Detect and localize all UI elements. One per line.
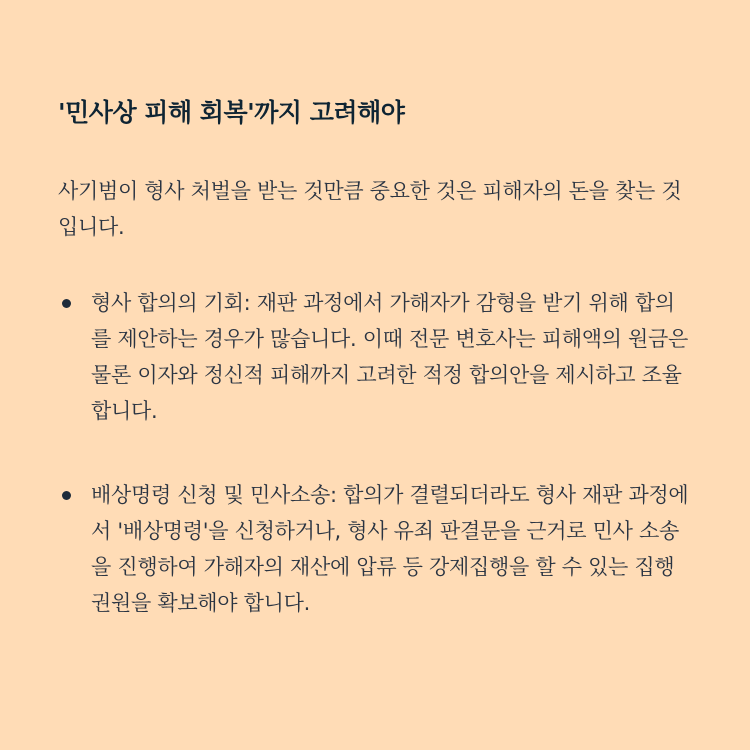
list-item-text: 배상명령 신청 및 민사소송: 합의가 결렬되더라도 형사 재판 과정에서 '배상명령'을 신청하거나, 형사 유죄 판결문을 근거로 민사 소송을 진행하여 가해자의 재산에 압류 등 강제집행을 할 수 있는 집행권원을 확보해야 합니다. bbox=[91, 483, 689, 615]
list-item bbox=[58, 285, 690, 429]
section-title: '민사상 피해 회복'까지 고려해야 bbox=[58, 98, 405, 127]
list-item-text: 형사 합의의 기회: 재판 과정에서 가해자가 감형을 받기 위해 합의를 제안하는 경우가 많습니다. 이때 전문 변호사는 피해액의 원금은 물론 이자와 정신적 피해까지 고려한 적정 합의안을 제시하고 조율합니다. bbox=[91, 291, 688, 423]
bullet-list bbox=[58, 285, 690, 621]
bullet-icon bbox=[62, 491, 71, 500]
list-item bbox=[58, 477, 690, 621]
bullet-icon bbox=[62, 299, 71, 308]
intro-paragraph: 사기범이 형사 처벌을 받는 것만큼 중요한 것은 피해자의 돈을 찾는 것입니다. bbox=[58, 179, 682, 239]
